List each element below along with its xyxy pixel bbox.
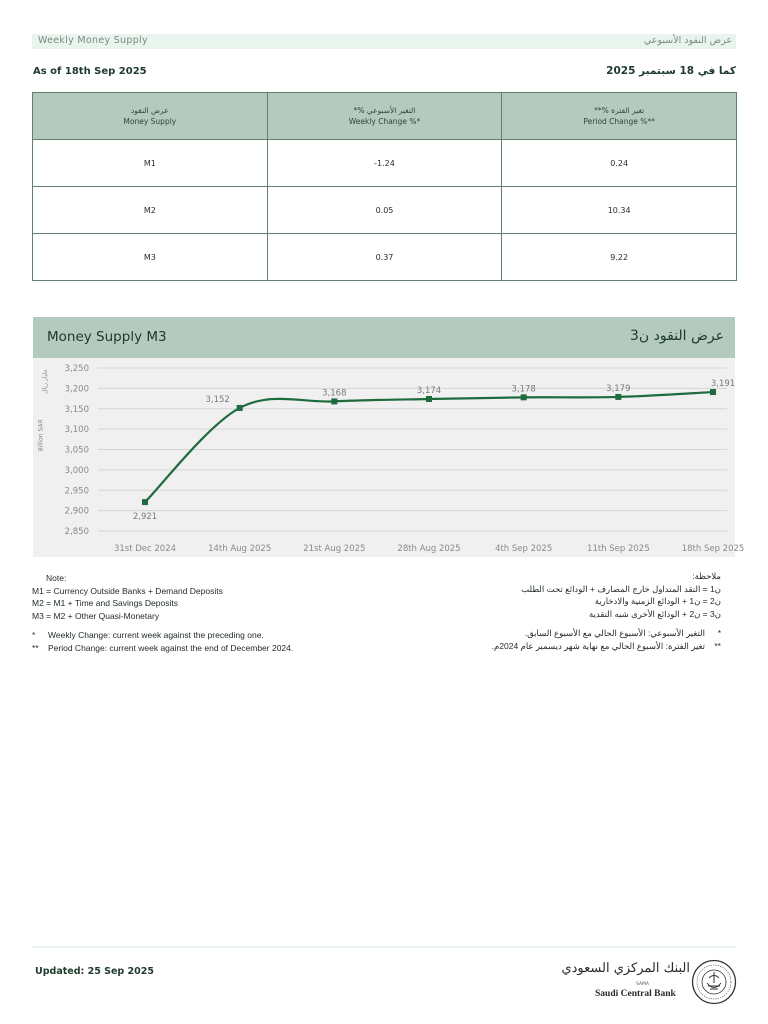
header-money-supply xyxy=(33,93,268,140)
note-line: M1 = Currency Outside Banks + Demand Deposits xyxy=(32,585,223,596)
table-header-row xyxy=(33,93,737,140)
data-label: 3,178 xyxy=(511,384,536,395)
updated-date: Updated: 25 Sep 2025 xyxy=(35,966,154,977)
header-money-supply-en: Money Supply xyxy=(123,117,177,126)
cell-name: M3 xyxy=(33,234,268,281)
y-axis-title-en: Billion SAR xyxy=(37,419,45,452)
header-period-change xyxy=(502,93,737,140)
data-label: 3,168 xyxy=(322,388,347,399)
chart-header xyxy=(33,317,735,358)
table-row xyxy=(33,234,737,281)
note-line-ar: ن2 = ن1 + الودائع الزمنية والادخارية xyxy=(594,596,721,606)
y-tick-label: 3,200 xyxy=(64,384,89,395)
data-point xyxy=(615,394,621,400)
x-tick-label: 21st Aug 2025 xyxy=(303,544,366,554)
m3-line-chart xyxy=(33,358,745,557)
top-title-band xyxy=(32,34,736,49)
logo-text-ar: البنك المركزي السعودي xyxy=(561,961,690,976)
note-line: M2 = M1 + Time and Savings Deposits xyxy=(32,598,178,608)
header-weekly-change-ar: التغير الأسبوعي %* xyxy=(353,106,416,115)
y-tick-label: 2,850 xyxy=(64,527,89,537)
note-weekly-change-ar xyxy=(492,627,721,640)
data-point xyxy=(710,389,716,395)
data-point xyxy=(142,499,148,505)
data-label: 2,921 xyxy=(132,512,158,523)
notes-title-en: Note: xyxy=(46,573,67,583)
header-period-change-ar: تغير الفترة %** xyxy=(594,106,645,115)
note-period-change xyxy=(32,642,293,655)
note-text: Period Change: current week against the end of December 2024. xyxy=(48,642,294,653)
cell-period-change: 0.24 xyxy=(502,140,737,187)
note-line: M3 = M2 + Other Quasi-Monetary xyxy=(32,610,160,621)
note-text: Weekly Change: current week against the preceding one. xyxy=(48,630,264,640)
cell-weekly-change: -1.24 xyxy=(267,140,502,187)
m3-chart-card xyxy=(33,317,745,557)
note-weekly-change xyxy=(32,629,293,642)
y-axis-title-ar: مليار ريال xyxy=(41,369,49,394)
data-point xyxy=(426,396,432,402)
header-weekly-change-en: Weekly Change %* xyxy=(348,117,421,126)
y-tick-label: 3,150 xyxy=(64,404,89,415)
header-period-change-en: Period Change %** xyxy=(583,117,655,126)
star-mark: ** xyxy=(714,640,721,651)
y-tick-label: 3,100 xyxy=(64,425,89,436)
data-point xyxy=(331,398,337,404)
note-text-ar: تغير الفترة: الأسبوع الحالي مع نهاية شهر ديسمبر عام 2024م. xyxy=(491,640,705,651)
footer-divider xyxy=(32,946,736,948)
title-en: Weekly Money Supply xyxy=(38,35,148,46)
x-tick-label: 14th Aug 2025 xyxy=(208,544,272,554)
cell-weekly-change: 0.05 xyxy=(267,187,502,234)
notes-ar xyxy=(492,570,721,652)
logo-text-en: Saudi Central Bank xyxy=(595,989,676,999)
y-tick-label: 3,000 xyxy=(64,465,89,476)
x-tick-label: 18th Sep 2025 xyxy=(681,544,745,554)
table-row xyxy=(33,187,737,234)
cell-name: M2 xyxy=(33,187,268,234)
x-tick-label: 4th Sep 2025 xyxy=(495,544,553,554)
table-row xyxy=(33,140,737,187)
notes-en xyxy=(32,572,294,654)
cell-period-change: 10.34 xyxy=(502,187,737,234)
data-label: 3,179 xyxy=(606,383,631,394)
x-tick-label: 31st Dec 2024 xyxy=(113,544,177,554)
note-text-ar: التغير الأسبوعي: الأسبوع الحالي مع الأسبوع السابق. xyxy=(524,628,705,638)
data-label: 3,191 xyxy=(710,379,736,390)
data-label: 3,152 xyxy=(205,394,230,405)
y-tick-label: 2,950 xyxy=(64,486,89,497)
as-of-date-ar: كما في 18 سبتمبر 2025 xyxy=(606,65,736,77)
data-point xyxy=(237,405,243,411)
chart-title-ar: عرض النقود ن3 xyxy=(629,328,724,344)
cell-period-change: 9.22 xyxy=(502,234,737,281)
star-mark: * xyxy=(717,628,721,638)
header-weekly-change xyxy=(267,93,502,140)
money-supply-table xyxy=(32,92,737,281)
star-mark: ** xyxy=(32,642,39,653)
data-point xyxy=(521,394,527,400)
star-mark: * xyxy=(32,630,36,640)
notes-title-ar: ملاحظة: xyxy=(692,571,721,581)
bank-seal-icon xyxy=(691,959,737,1005)
cell-name: M1 xyxy=(33,140,268,187)
note-period-change-ar xyxy=(492,640,721,653)
x-tick-label: 28th Aug 2025 xyxy=(397,544,461,554)
y-tick-label: 3,050 xyxy=(64,445,89,456)
data-label: 3,174 xyxy=(416,385,442,396)
title-ar: عرض النقود الأسبوعي xyxy=(643,35,732,46)
y-tick-label: 3,250 xyxy=(64,364,89,374)
x-tick-label: 11th Sep 2025 xyxy=(587,544,650,554)
logo-text-sama: SAMA xyxy=(636,982,649,987)
header-money-supply-ar: عرض النقود xyxy=(130,106,169,115)
chart-title-en: Money Supply M3 xyxy=(47,329,167,345)
cell-weekly-change: 0.37 xyxy=(267,234,502,281)
y-tick-label: 2,900 xyxy=(64,506,89,517)
note-line-ar: ن1 = النقد المتداول خارج المصارف + الودائع تحت الطلب xyxy=(521,583,721,594)
as-of-date-en: As of 18th Sep 2025 xyxy=(33,66,147,77)
note-line-ar: ن3 = ن2 + الودائع الأخرى شبه النقدية xyxy=(588,608,721,619)
